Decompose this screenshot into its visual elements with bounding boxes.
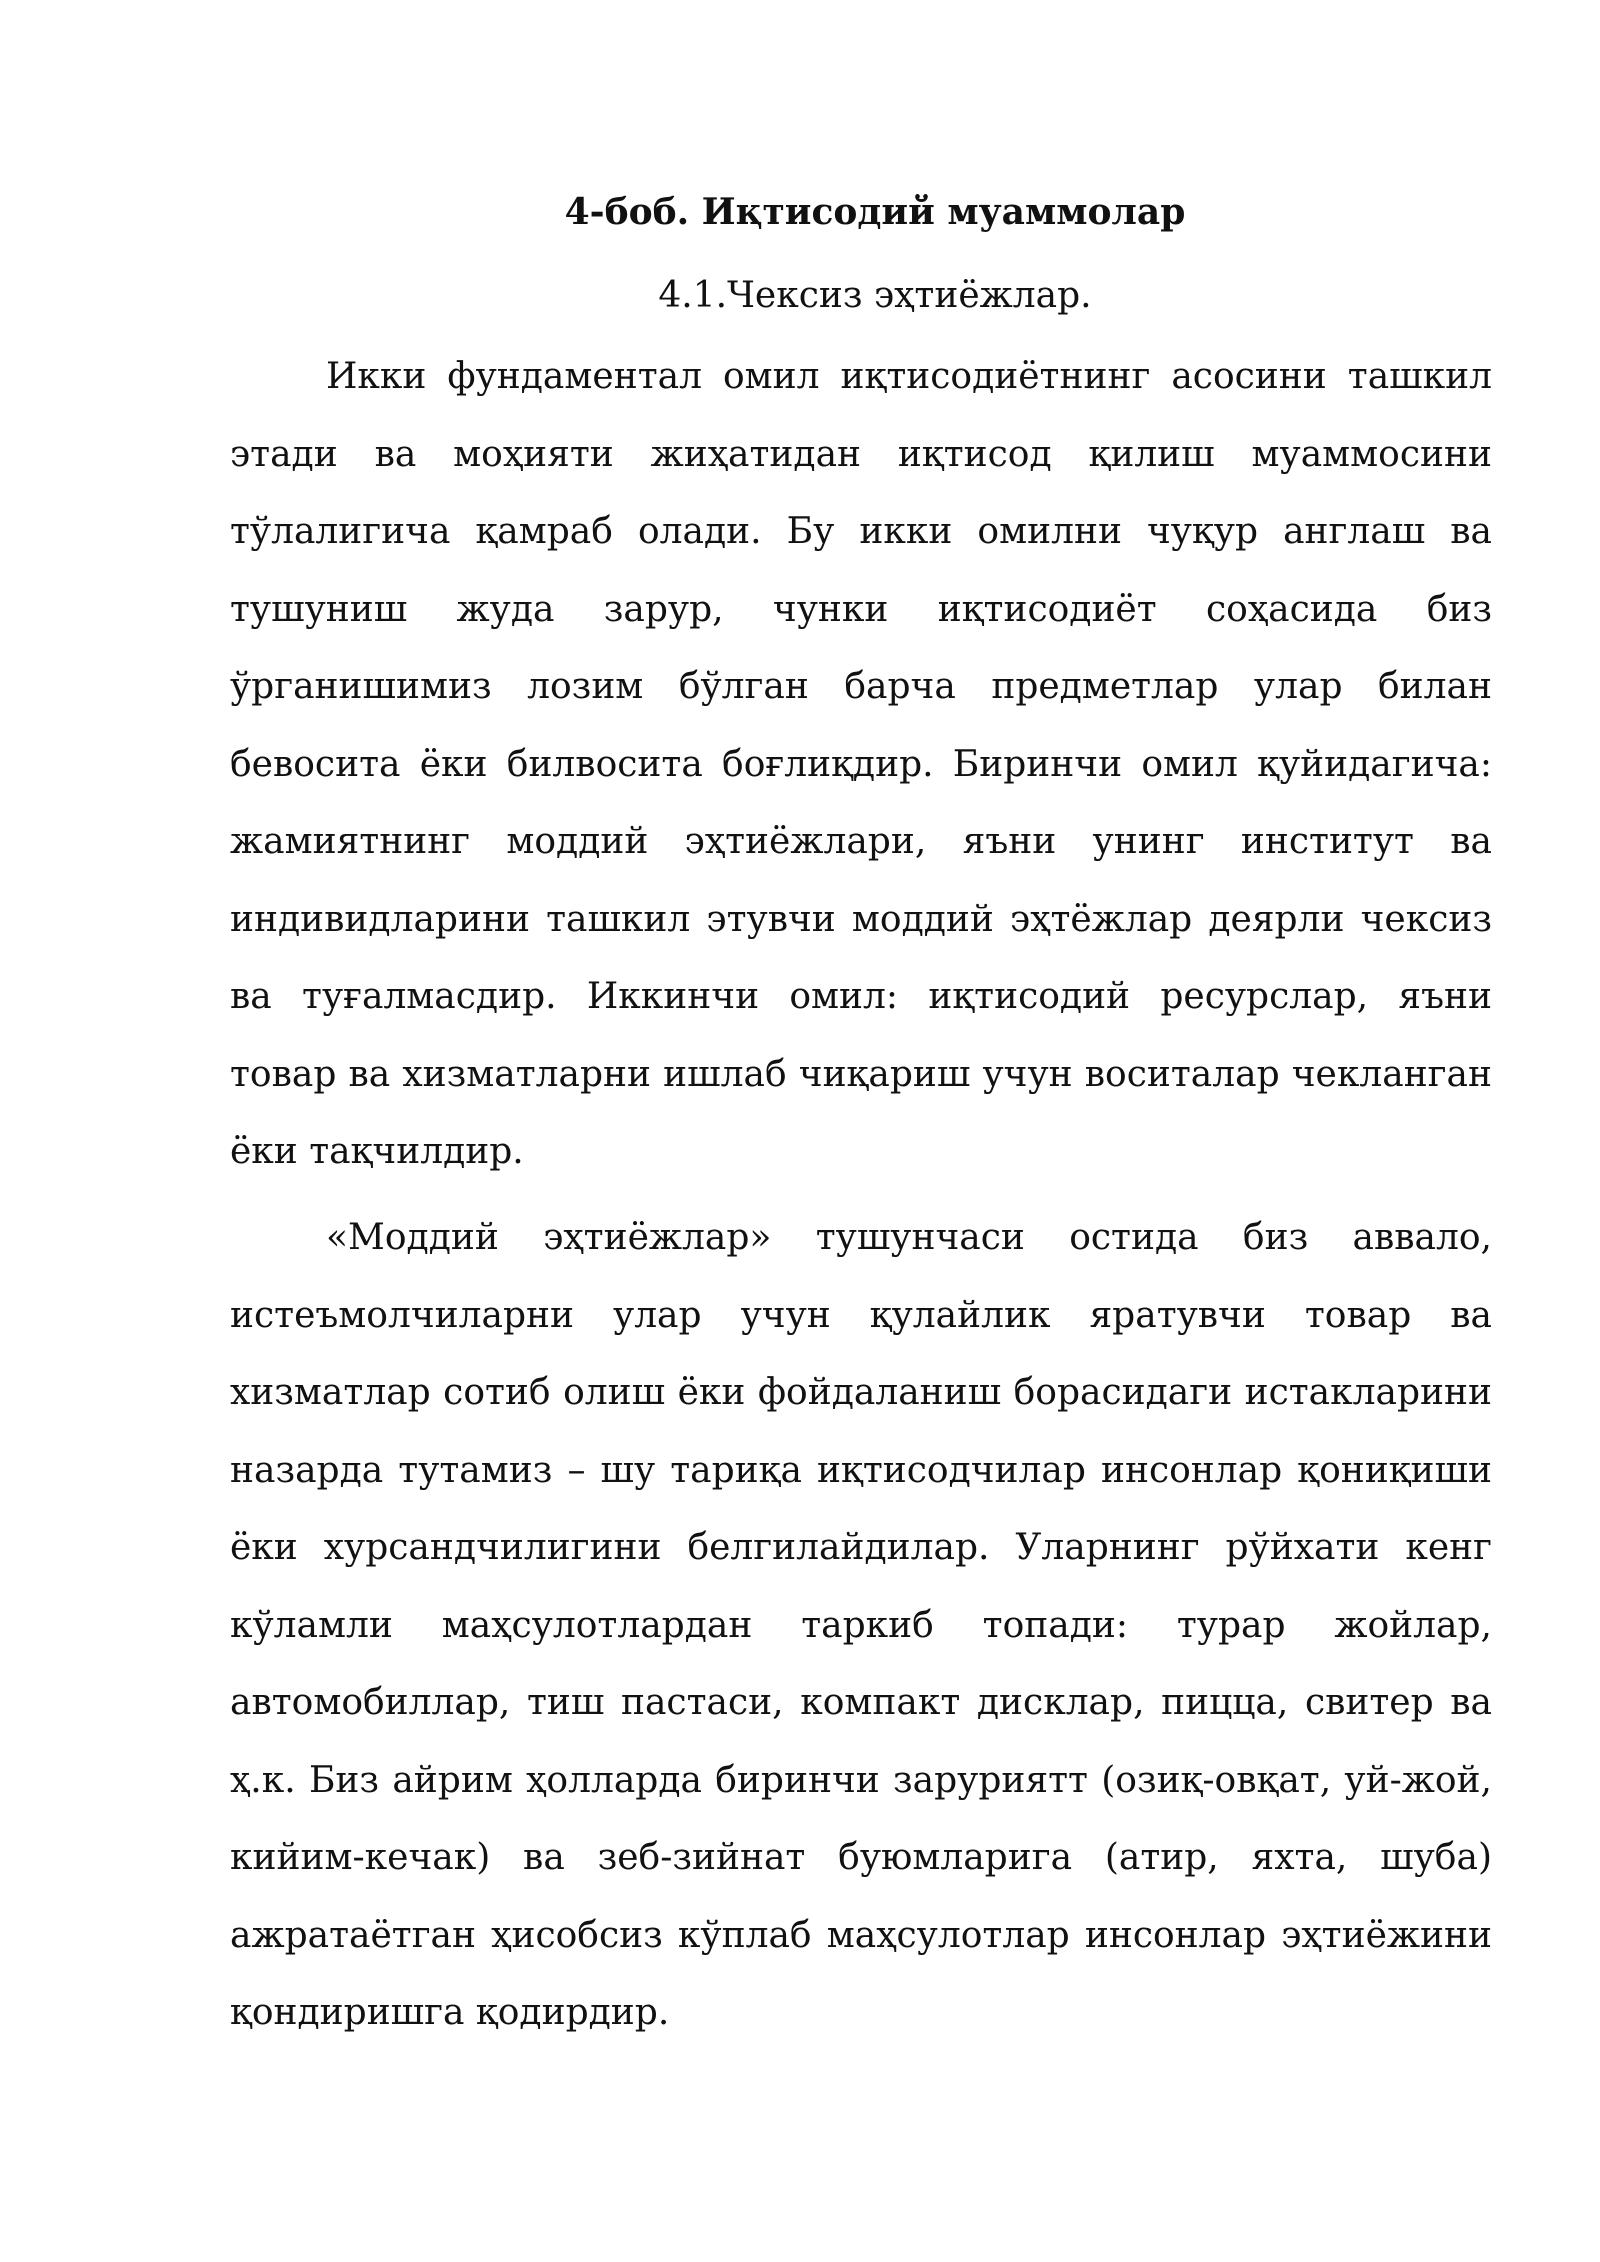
paragraph-2: «Моддий эҳтиёжлар» тушунчаси остида биз аввало, истеъмолчиларни улар учун қулайлик яратувчи товар ва хизматлар сотиб олиш ёки фойдаланиш борасидаги истакларини назарда тутамиз – шу тариқа иқтисодчилар инсонлар қониқиши ёки хурсандчилигини белгилайдилар. Уларнинг рўйхати кенг кўламли маҳсулотлардан таркиб топади: турар жойлар, автомобиллар, тиш пастаси, компакт дисклар, пицца, свитер ва ҳ.к. Биз айрим ҳолларда биринчи заруриятт (озиқ-овқат, уй-жой, кийим-кечак) ва зеб-зийнат буюмларига (атир, яхта, шуба) ажратаётган ҳисобсиз кўплаб маҳсулотлар инсонлар эҳтиёжини қондиришга қодирдир. xyxy=(230,1217,1492,2033)
paragraph-1: Икки фундаментал омил иқтисодиётнинг асосини ташкил этади ва моҳияти жиҳатидан иқтисод қилиш муаммосини тўлалигича қамраб олади. Бу икки омилни чуқур англаш ва тушуниш жуда зарур, чунки иқтисодиёт соҳасида биз ўрганишимиз лозим бўлган барча предметлар улар билан бевосита ёки билвосита боғлиқдир. Биринчи омил қуйидагича: жамиятнинг моддий эҳтиёжлари, яъни унинг институт ва индивидларини ташкил этувчи моддий эҳтёжлар деярли чексиз ва туғалмасдир. Иккинчи омил: иқтисодий ресурслар, яъни товар ва хизматларни ишлаб чиқариш учун воситалар чекланган ёки тақчилдир. xyxy=(230,356,1492,1172)
section-title: 4.1.Чексиз эҳтиёжлар. xyxy=(658,275,1092,316)
chapter-title: 4-боб. Иқтисодий муаммолар xyxy=(564,191,1186,233)
